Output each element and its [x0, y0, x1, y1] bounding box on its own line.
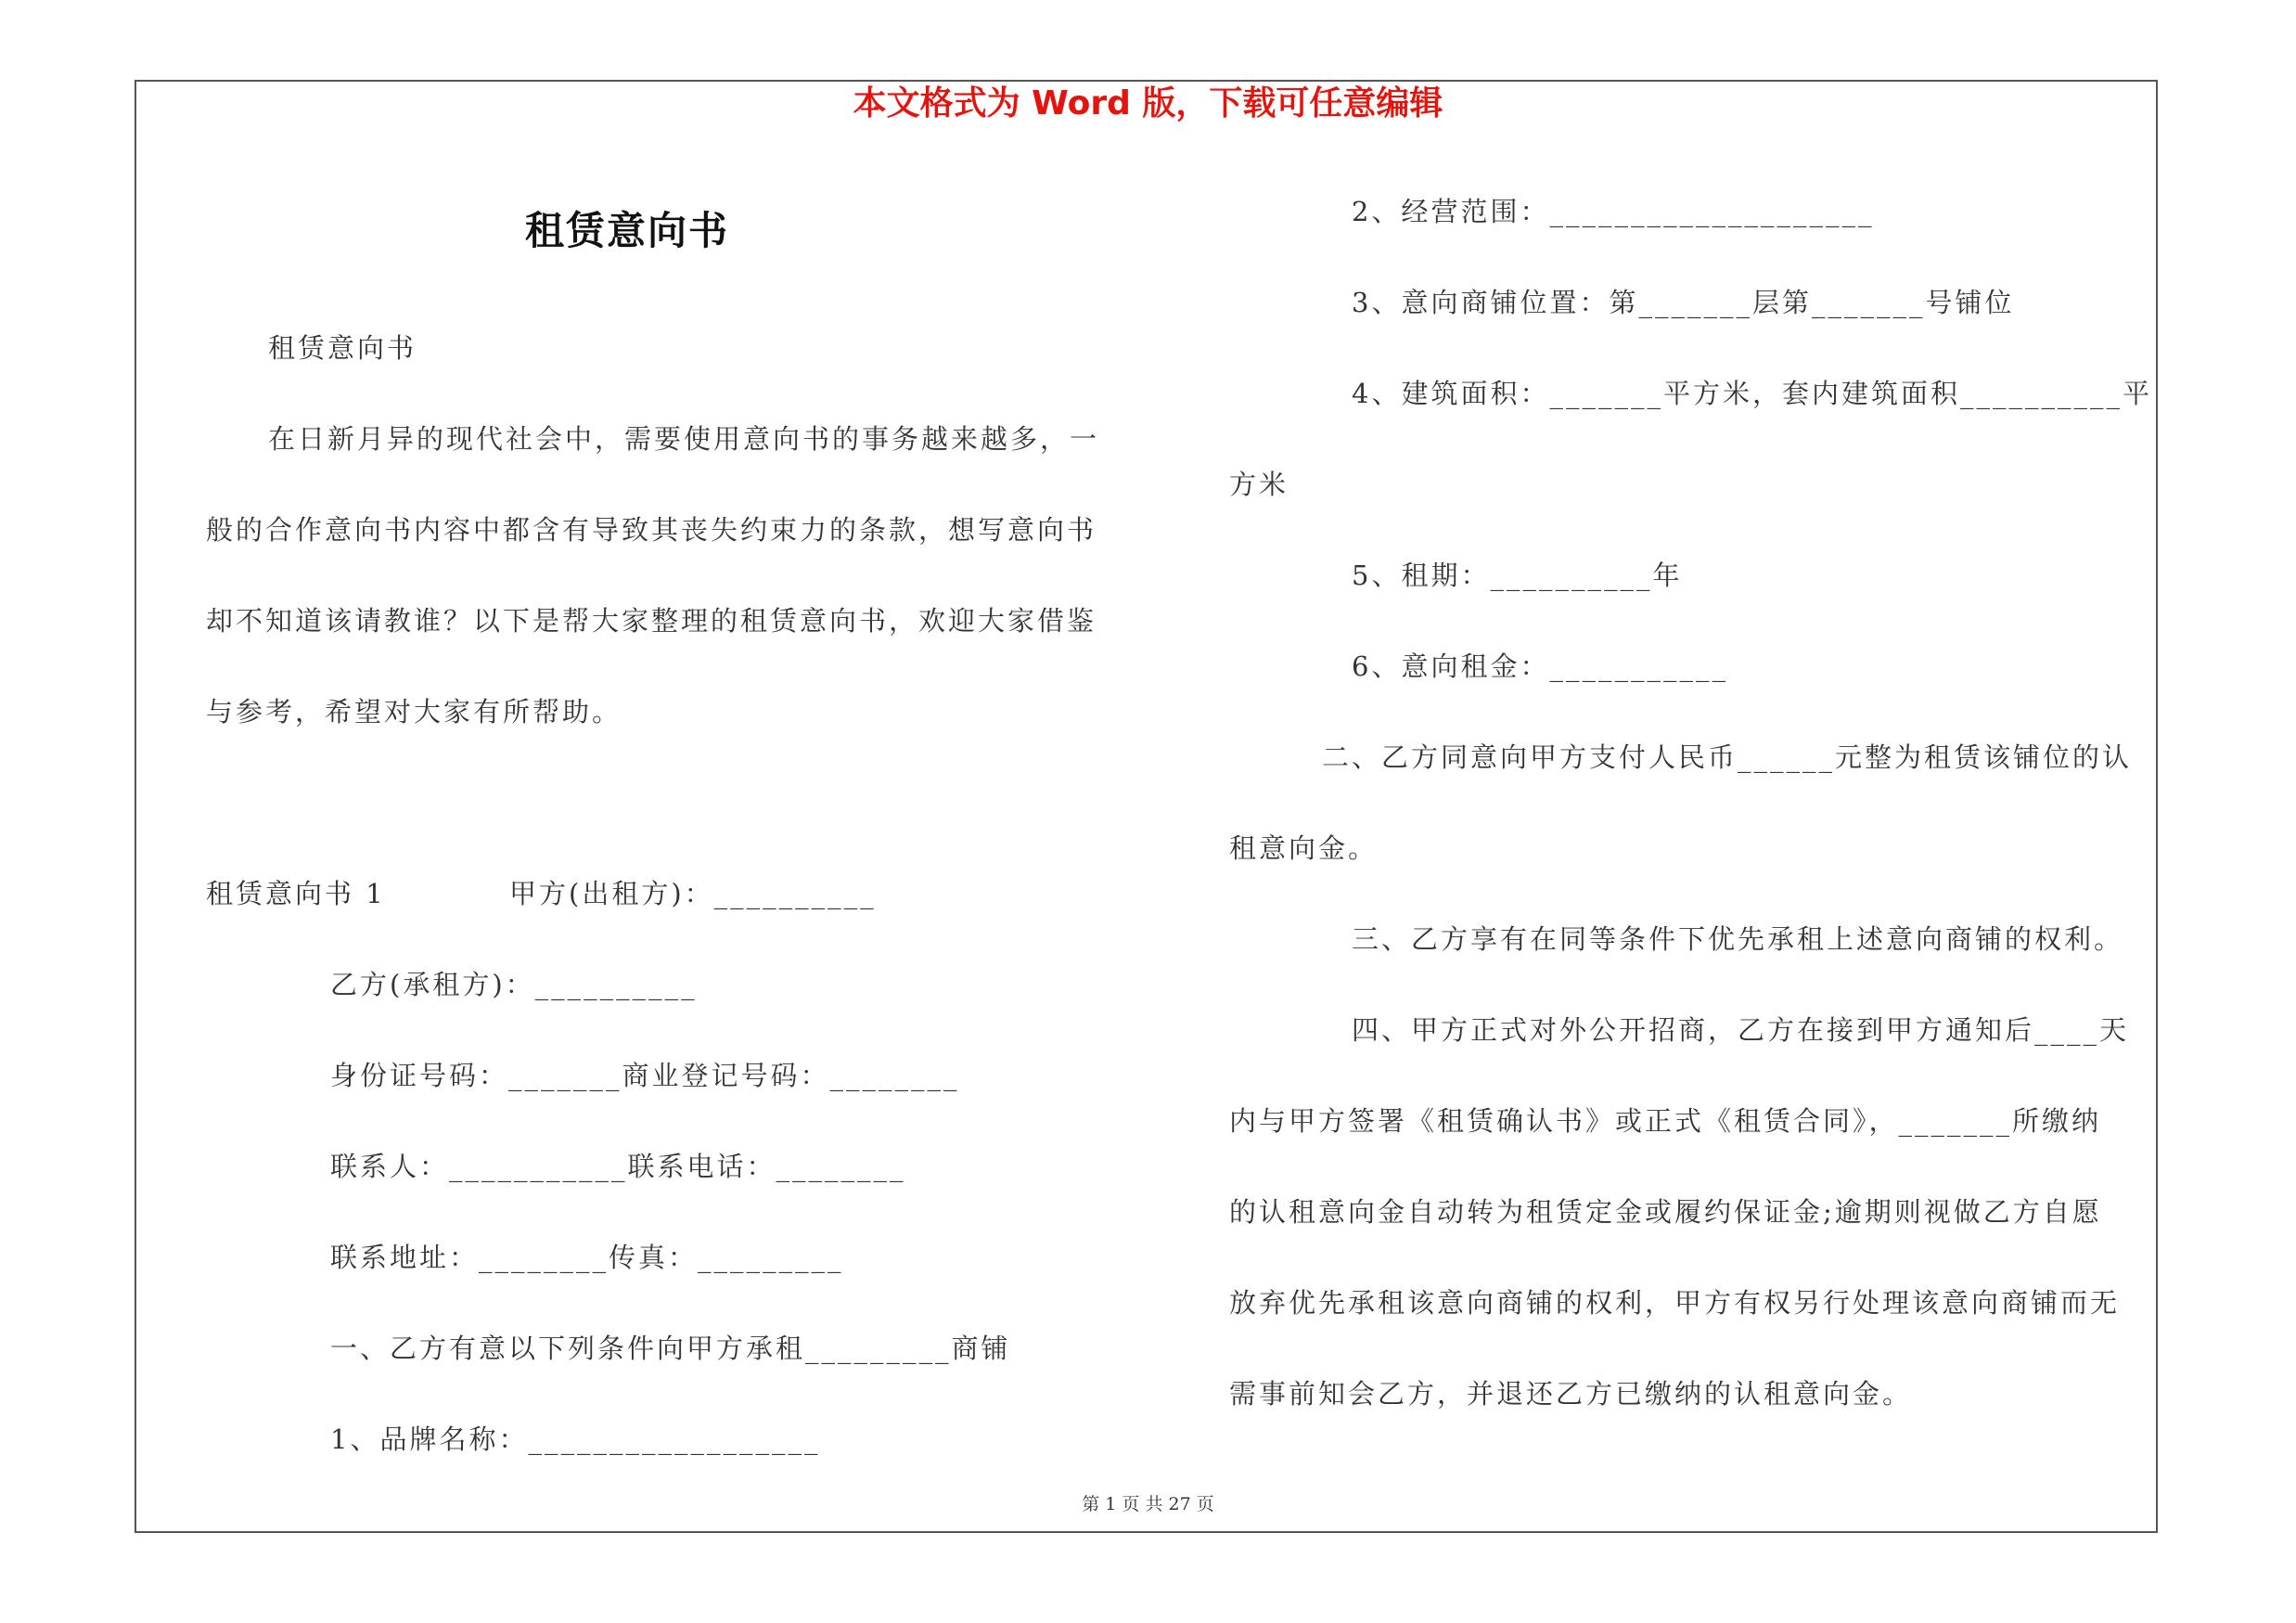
left-line-section-heading: 租赁意向书 1: [206, 878, 386, 909]
left-line-brand-name: 1、品牌名称：__________________: [330, 1423, 821, 1455]
right-line-clause-2-cont: 租意向金。: [1229, 832, 1379, 864]
word-format-banner: 本文格式为 Word 版，下载可任意编辑: [853, 84, 1443, 122]
left-line-intro-4: 与参考，希望对大家有所帮助。: [206, 696, 622, 728]
left-line-subtitle: 租赁意向书: [268, 332, 417, 364]
right-line-shop-location: 3、意向商铺位置：第_______层第_______号铺位: [1352, 287, 2015, 318]
right-line-floor-area-cont: 方米: [1229, 469, 1289, 500]
right-line-floor-area: 4、建筑面积：_______平方米，套内建筑面积__________平: [1352, 378, 2152, 409]
left-line-intro-2: 般的合作意向书内容中都含有导致其丧失约束力的条款，想写意向书: [206, 514, 1097, 546]
left-line-address: 联系地址：________传真：_________: [330, 1242, 844, 1273]
left-line-party-a: 甲方(出租方)：__________: [509, 878, 877, 909]
right-line-clause-4-cont-3: 放弃优先承租该意向商铺的权利，甲方有权另行处理该意向商铺而无: [1229, 1287, 2121, 1319]
right-line-clause-3: 三、乙方享有在同等条件下优先承租上述意向商铺的权利。: [1352, 923, 2124, 955]
right-line-business-scope: 2、经营范围：____________________: [1352, 196, 1875, 227]
left-line-intro-3: 却不知道该请教谁？以下是帮大家整理的租赁意向书，欢迎大家借鉴: [206, 605, 1097, 637]
right-line-clause-4-cont-2: 的认租意向金自动转为租赁定金或履约保证金;逾期则视做乙方自愿: [1229, 1196, 2102, 1228]
right-line-clause-2: 二、乙方同意向甲方支付人民币______元整为租赁该铺位的认: [1322, 741, 2133, 773]
right-line-clause-4-cont-1: 内与甲方签署《租赁确认书》或正式《租赁合同》，_______所缴纳: [1229, 1105, 2102, 1137]
left-line-clause-1: 一、乙方有意以下列条件向甲方承租_________商铺: [330, 1333, 1011, 1364]
right-line-clause-4-cont-4: 需事前知会乙方，并退还乙方已缴纳的认租意向金。: [1229, 1378, 1913, 1410]
left-line-intro-1: 在日新月异的现代社会中，需要使用意向书的事务越来越多，一: [268, 423, 1100, 455]
right-line-clause-4: 四、甲方正式对外公开招商，乙方在接到甲方通知后____天: [1352, 1014, 2130, 1046]
right-line-lease-term: 5、租期：__________年: [1352, 560, 1683, 591]
page-number-footer: 第 1 页 共 27 页: [1082, 1494, 1214, 1514]
right-line-rent: 6、意向租金：___________: [1352, 650, 1728, 682]
left-line-contact: 联系人：___________联系电话：________: [330, 1151, 906, 1182]
left-line-id-number: 身份证号码：_______商业登记号码：________: [330, 1060, 960, 1091]
left-line-party-b: 乙方(承租方)：__________: [330, 969, 698, 1000]
document-title: 租赁意向书: [525, 208, 730, 253]
